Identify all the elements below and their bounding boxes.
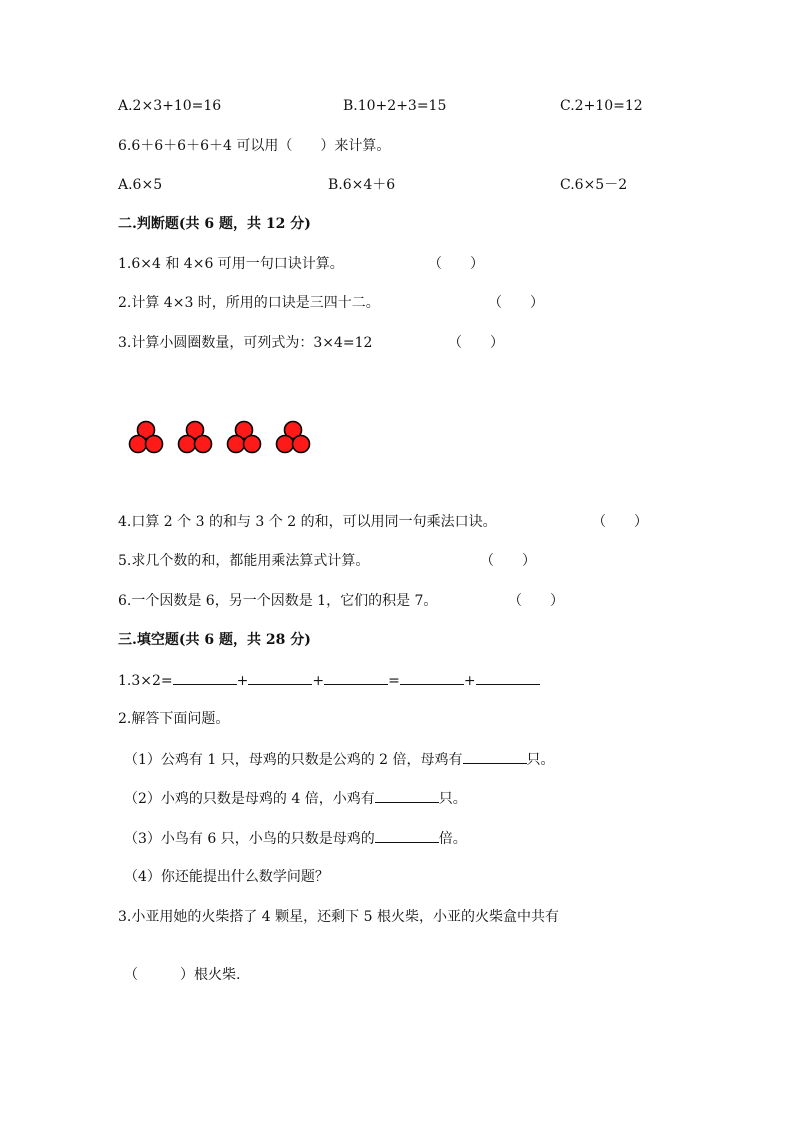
circle-group bbox=[179, 422, 212, 453]
red-circle bbox=[228, 436, 245, 453]
fill-q2-sub2-blank[interactable] bbox=[375, 788, 439, 803]
fill-q3-line1: 3.小亚用她的火柴搭了 4 颗星，还剩下 5 根火柴，小亚的火柴盒中共有 bbox=[118, 909, 559, 925]
judge-item-2: 2.计算 4×3 时，所用的口诀是三四十二。 bbox=[118, 295, 380, 311]
fill-q2-sub1-unit: 只。 bbox=[526, 752, 555, 768]
q6-option-a: A.6×5 bbox=[118, 177, 163, 193]
red-circle bbox=[244, 436, 261, 453]
judge-item-5: 5.求几个数的和，都能用乘法算式计算。 bbox=[118, 553, 370, 569]
fill-q1-blank-3[interactable] bbox=[324, 670, 388, 685]
q6-option-b: B.6×4＋6 bbox=[328, 177, 396, 193]
fill-q1-blank-5[interactable] bbox=[476, 670, 540, 685]
judge-paren-2[interactable]: （ ） bbox=[488, 295, 544, 311]
fill-q1-plus-3: + bbox=[463, 673, 476, 689]
fill-q2-stem: 2.解答下面问题。 bbox=[118, 711, 230, 727]
circle-group bbox=[277, 422, 310, 453]
judge-paren-6[interactable]: （ ） bbox=[508, 593, 564, 609]
q6-stem: 6.6＋6＋6＋6＋4 可以用（ ）来计算。 bbox=[118, 138, 391, 154]
q5-option-c: C.2+10=12 bbox=[560, 98, 643, 114]
fill-q2-sub1-blank[interactable] bbox=[463, 749, 527, 764]
q6-option-c: C.6×5－2 bbox=[560, 177, 628, 193]
circle-group bbox=[130, 422, 163, 453]
fill-q1 bbox=[118, 670, 540, 691]
fill-q2-sub2-unit: 只。 bbox=[438, 791, 467, 807]
fill-q2-sub2-text: （2）小鸡的只数是母鸡的 4 倍，小鸡有 bbox=[124, 791, 375, 807]
red-circle bbox=[277, 436, 294, 453]
fill-q2-sub2 bbox=[124, 788, 467, 809]
fill-q1-prefix: 1.3×2= bbox=[118, 673, 173, 689]
red-circle bbox=[179, 436, 196, 453]
judge-item-1: 1.6×4 和 4×6 可用一句口诀计算。 bbox=[118, 256, 344, 272]
fill-q2-sub3 bbox=[124, 828, 467, 849]
judge-paren-4[interactable]: （ ） bbox=[592, 514, 648, 530]
fill-q2-sub4: （4）你还能提出什么数学问题？ bbox=[124, 869, 329, 885]
fill-q2-sub1-text: （1）公鸡有 1 只，母鸡的只数是公鸡的 2 倍，母鸡有 bbox=[124, 752, 463, 768]
q5-option-a: A.2×3+10=16 bbox=[118, 98, 222, 114]
judge-item-4: 4.口算 2 个 3 的和与 3 个 2 的和，可以用同一句乘法口诀。 bbox=[118, 514, 497, 530]
q5-option-b: B.10+2+3=15 bbox=[343, 98, 447, 114]
judge-paren-1[interactable]: （ ） bbox=[428, 256, 484, 272]
fill-q2-sub1 bbox=[124, 749, 555, 770]
judge-item-6: 6.一个因数是 6，另一个因数是 1，它们的积是 7。 bbox=[118, 593, 438, 609]
fill-q1-blank-4[interactable] bbox=[400, 670, 464, 685]
red-circle bbox=[146, 436, 163, 453]
judge-paren-5[interactable]: （ ） bbox=[480, 553, 536, 569]
judge-item-3: 3.计算小圆圈数量，可列式为：3×4=12 bbox=[118, 335, 373, 351]
fill-q3-line2: （ ）根火柴. bbox=[124, 967, 241, 983]
fill-q2-sub3-text: （3）小鸟有 6 只，小鸟的只数是母鸡的 bbox=[124, 831, 375, 847]
section2-heading: 二.判断题(共 6 题，共 12 分) bbox=[118, 216, 311, 232]
fill-q1-plus-1: + bbox=[236, 673, 249, 689]
red-circle bbox=[195, 436, 212, 453]
fill-q1-equals: = bbox=[388, 673, 400, 689]
circle-groups-figure bbox=[124, 418, 324, 458]
judge-paren-3[interactable]: （ ） bbox=[448, 335, 504, 351]
red-circle bbox=[130, 436, 147, 453]
fill-q2-sub3-blank[interactable] bbox=[375, 828, 439, 843]
red-circle bbox=[293, 436, 310, 453]
fill-q1-plus-2: + bbox=[312, 673, 325, 689]
fill-q2-sub3-unit: 倍。 bbox=[438, 831, 467, 847]
fill-q1-blank-1[interactable] bbox=[173, 670, 237, 685]
fill-q1-blank-2[interactable] bbox=[248, 670, 312, 685]
section3-heading: 三.填空题(共 6 题，共 28 分) bbox=[118, 632, 311, 648]
circle-group bbox=[228, 422, 261, 453]
